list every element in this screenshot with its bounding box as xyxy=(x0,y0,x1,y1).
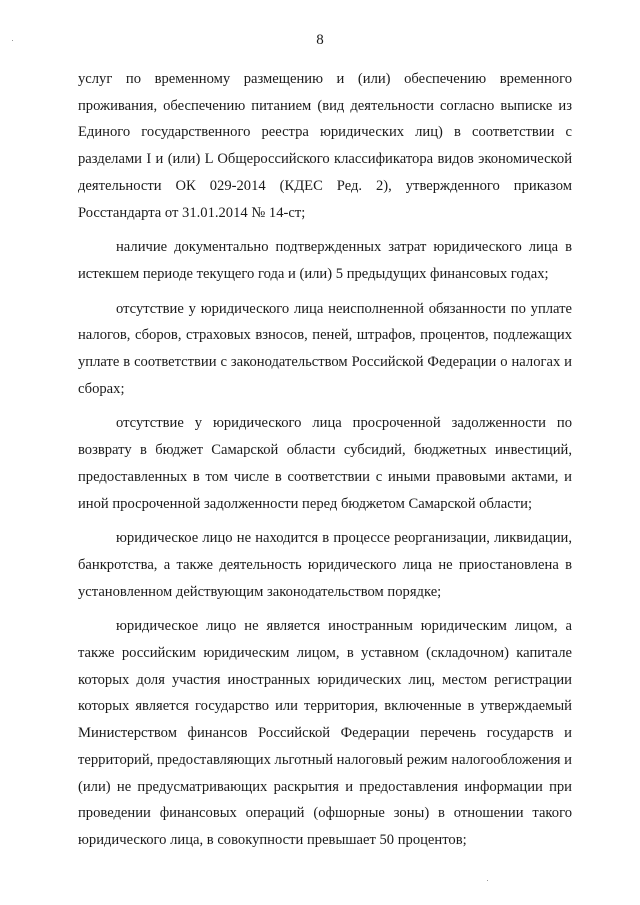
scan-artifact xyxy=(12,40,13,41)
paragraph-no-tax-obligations: отсутствие у юридического лица неисполненной обязанности по уплате налогов, сборов, страховых взносов, пеней, штрафов, процентов, подлежащих уплате в соответствии с законодательством Российской Федерации о налогах и сборах; xyxy=(78,300,572,397)
paragraph-continuation: услуг по временному размещению и (или) обеспечению временного проживания, обеспечению питанием (вид деятельности согласно выписке из Единого государственного реестра юридических лиц) в соответствии с разделами I и (или) L Общероссийского классификатора видов экономической деятельности ОК 029-2014 (КДЕС Ред. 2), утвержденного приказом Росстандарта от 31.01.2014 № 14-ст; xyxy=(78,71,572,221)
page-number: 8 xyxy=(316,32,324,48)
paragraph-not-foreign-entity: юридическое лицо не является иностранным юридическим лицом, а также российским юридическим лицом, в уставном (складочном) капитале которых доля участия иностранных юридических лиц, местом регистрации которых является государство или территория, включенные в утверждаемый Министерством финансов Российской Федерации перечень государств и территорий, предоставляющих льготный налоговый режим налогообложения и (или) не предусматривающих раскрытия и предоставления информации при проведении финансовых операций (офшорные зоны) в отношении такого юридического лица, в совокупности превышает 50 процентов; xyxy=(78,618,572,848)
document-body xyxy=(78,66,572,854)
paragraph-no-overdue-debt: отсутствие у юридического лица просроченной задолженности по возврату в бюджет Самарской области субсидий, бюджетных инвестиций, предоставленных в том числе в соответствии с иными правовыми актами, и иной просроченной задолженности перед бюджетом Самарской области; xyxy=(78,415,572,512)
paragraph-no-reorganization: юридическое лицо не находится в процессе реорганизации, ликвидации, банкротства, а также деятельность юридического лица не приостановлена в установленном действующим законодательством порядке; xyxy=(78,530,572,600)
paragraph-documented-costs: наличие документально подтвержденных затрат юридического лица в истекшем периоде текущего года и (или) 5 предыдущих финансовых годах; xyxy=(78,239,572,282)
scan-artifact xyxy=(487,880,488,881)
